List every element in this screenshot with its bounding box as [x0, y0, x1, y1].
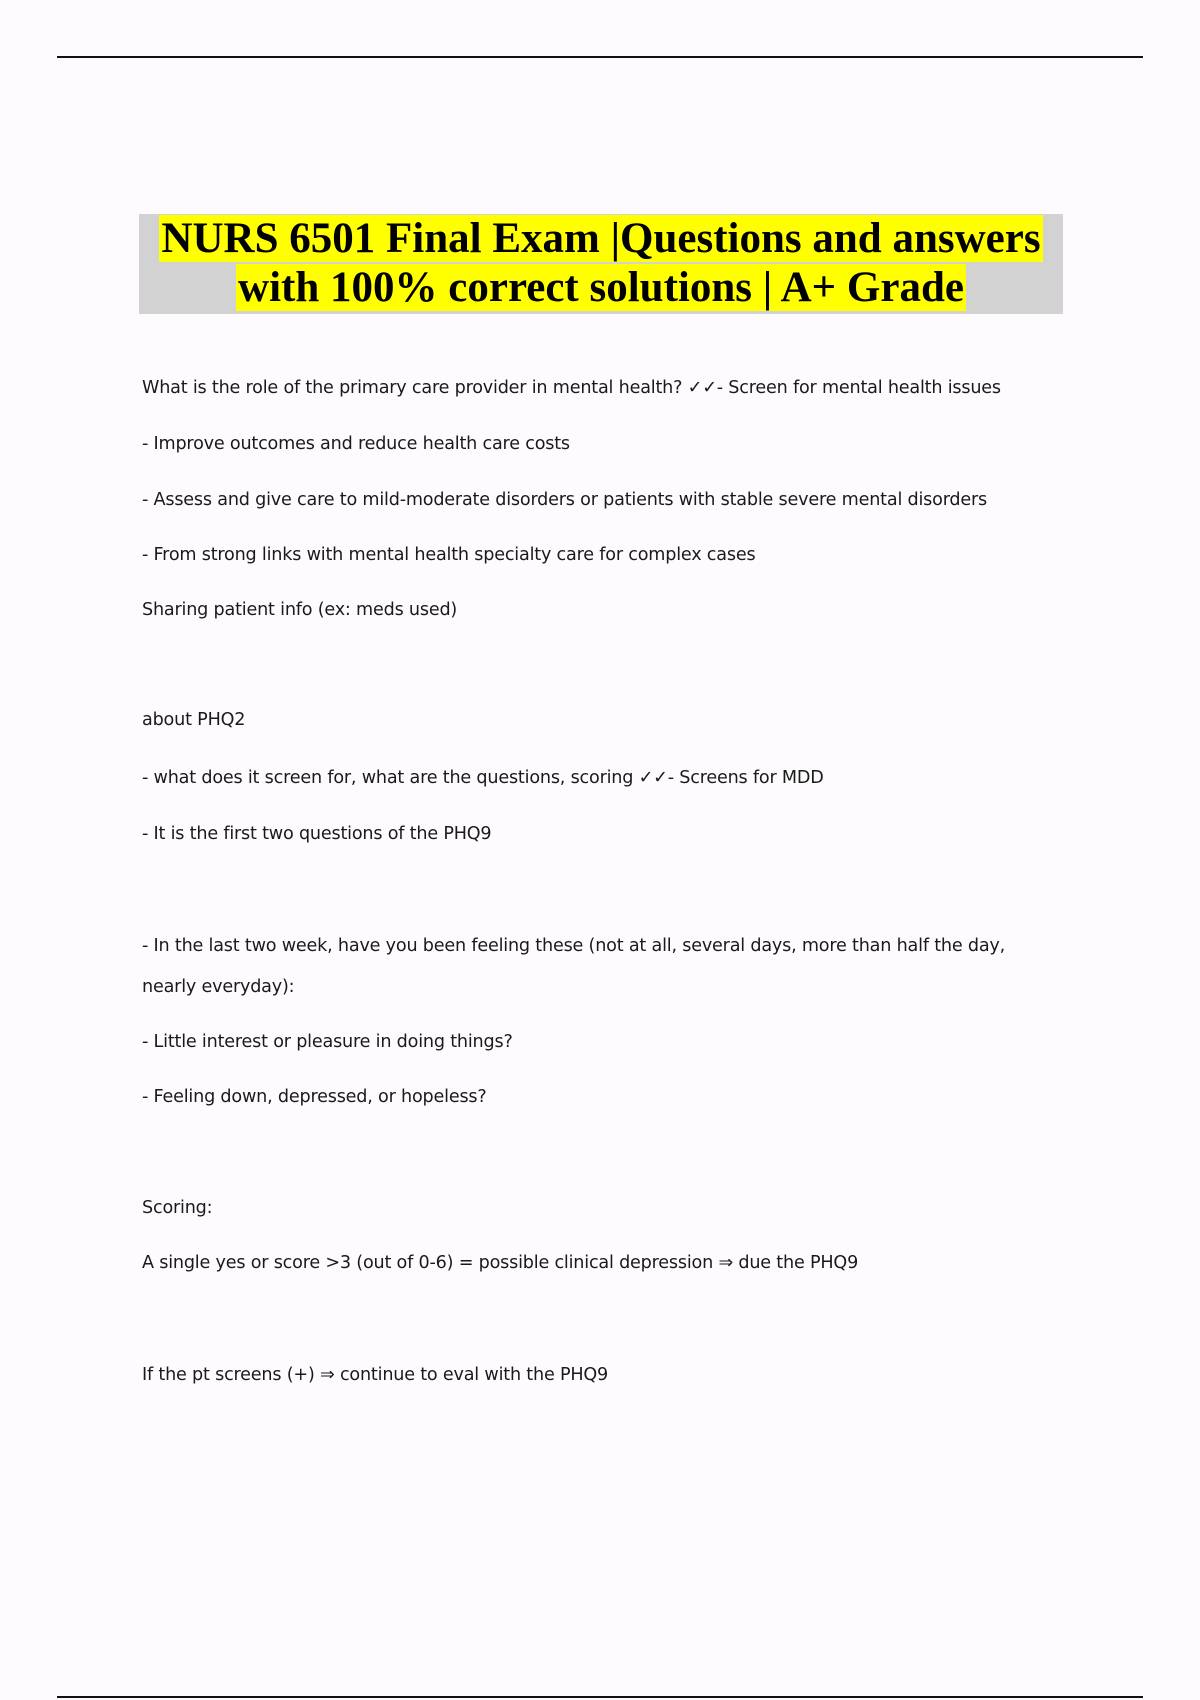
- paragraph-feeling-down: - Feeling down, depressed, or hopeless?: [142, 1087, 487, 1107]
- paragraph-sharing-info: Sharing patient info (ex: meds used): [142, 600, 458, 620]
- paragraph-positive-screen: If the pt screens (+) ⇒ continue to eval with the PHQ9: [142, 1365, 609, 1385]
- title-line-1: [139, 214, 1063, 263]
- paragraph-improve-outcomes: - Improve outcomes and reduce health care costs: [142, 434, 570, 454]
- paragraph-assess-care: - Assess and give care to mild-moderate disorders or patients with stable severe mental disorders: [142, 490, 988, 510]
- paragraph-first-two-questions: - It is the first two questions of the PHQ9: [142, 824, 492, 844]
- paragraph-scoring-heading: Scoring:: [142, 1198, 213, 1218]
- title-line-2: [139, 263, 1063, 312]
- title-highlight-1: NURS 6501 Final Exam |Questions and answers: [161, 215, 1041, 262]
- title-highlight-2: with 100% correct solutions | A+ Grade: [238, 264, 964, 311]
- paragraph-about-phq2: about PHQ2: [142, 710, 246, 730]
- paragraph-question-role: What is the role of the primary care provider in mental health? ✓✓- Screen for mental health issues: [142, 378, 1001, 398]
- paragraph-strong-links: - From strong links with mental health specialty care for complex cases: [142, 545, 756, 565]
- paragraph-scoring-rule: A single yes or score >3 (out of 0-6) = possible clinical depression ⇒ due the PHQ9: [142, 1253, 859, 1273]
- paragraph-phq2-question: - what does it screen for, what are the questions, scoring ✓✓- Screens for MDD: [142, 768, 824, 788]
- paragraph-little-interest: - Little interest or pleasure in doing things?: [142, 1032, 513, 1052]
- document-title: [139, 214, 1063, 314]
- bottom-rule: [57, 1696, 1143, 1698]
- top-rule: [57, 56, 1143, 58]
- paragraph-last-two-weeks: - In the last two week, have you been feeling these (not at all, several days, more than half the day, nearly everyday):: [142, 936, 1006, 997]
